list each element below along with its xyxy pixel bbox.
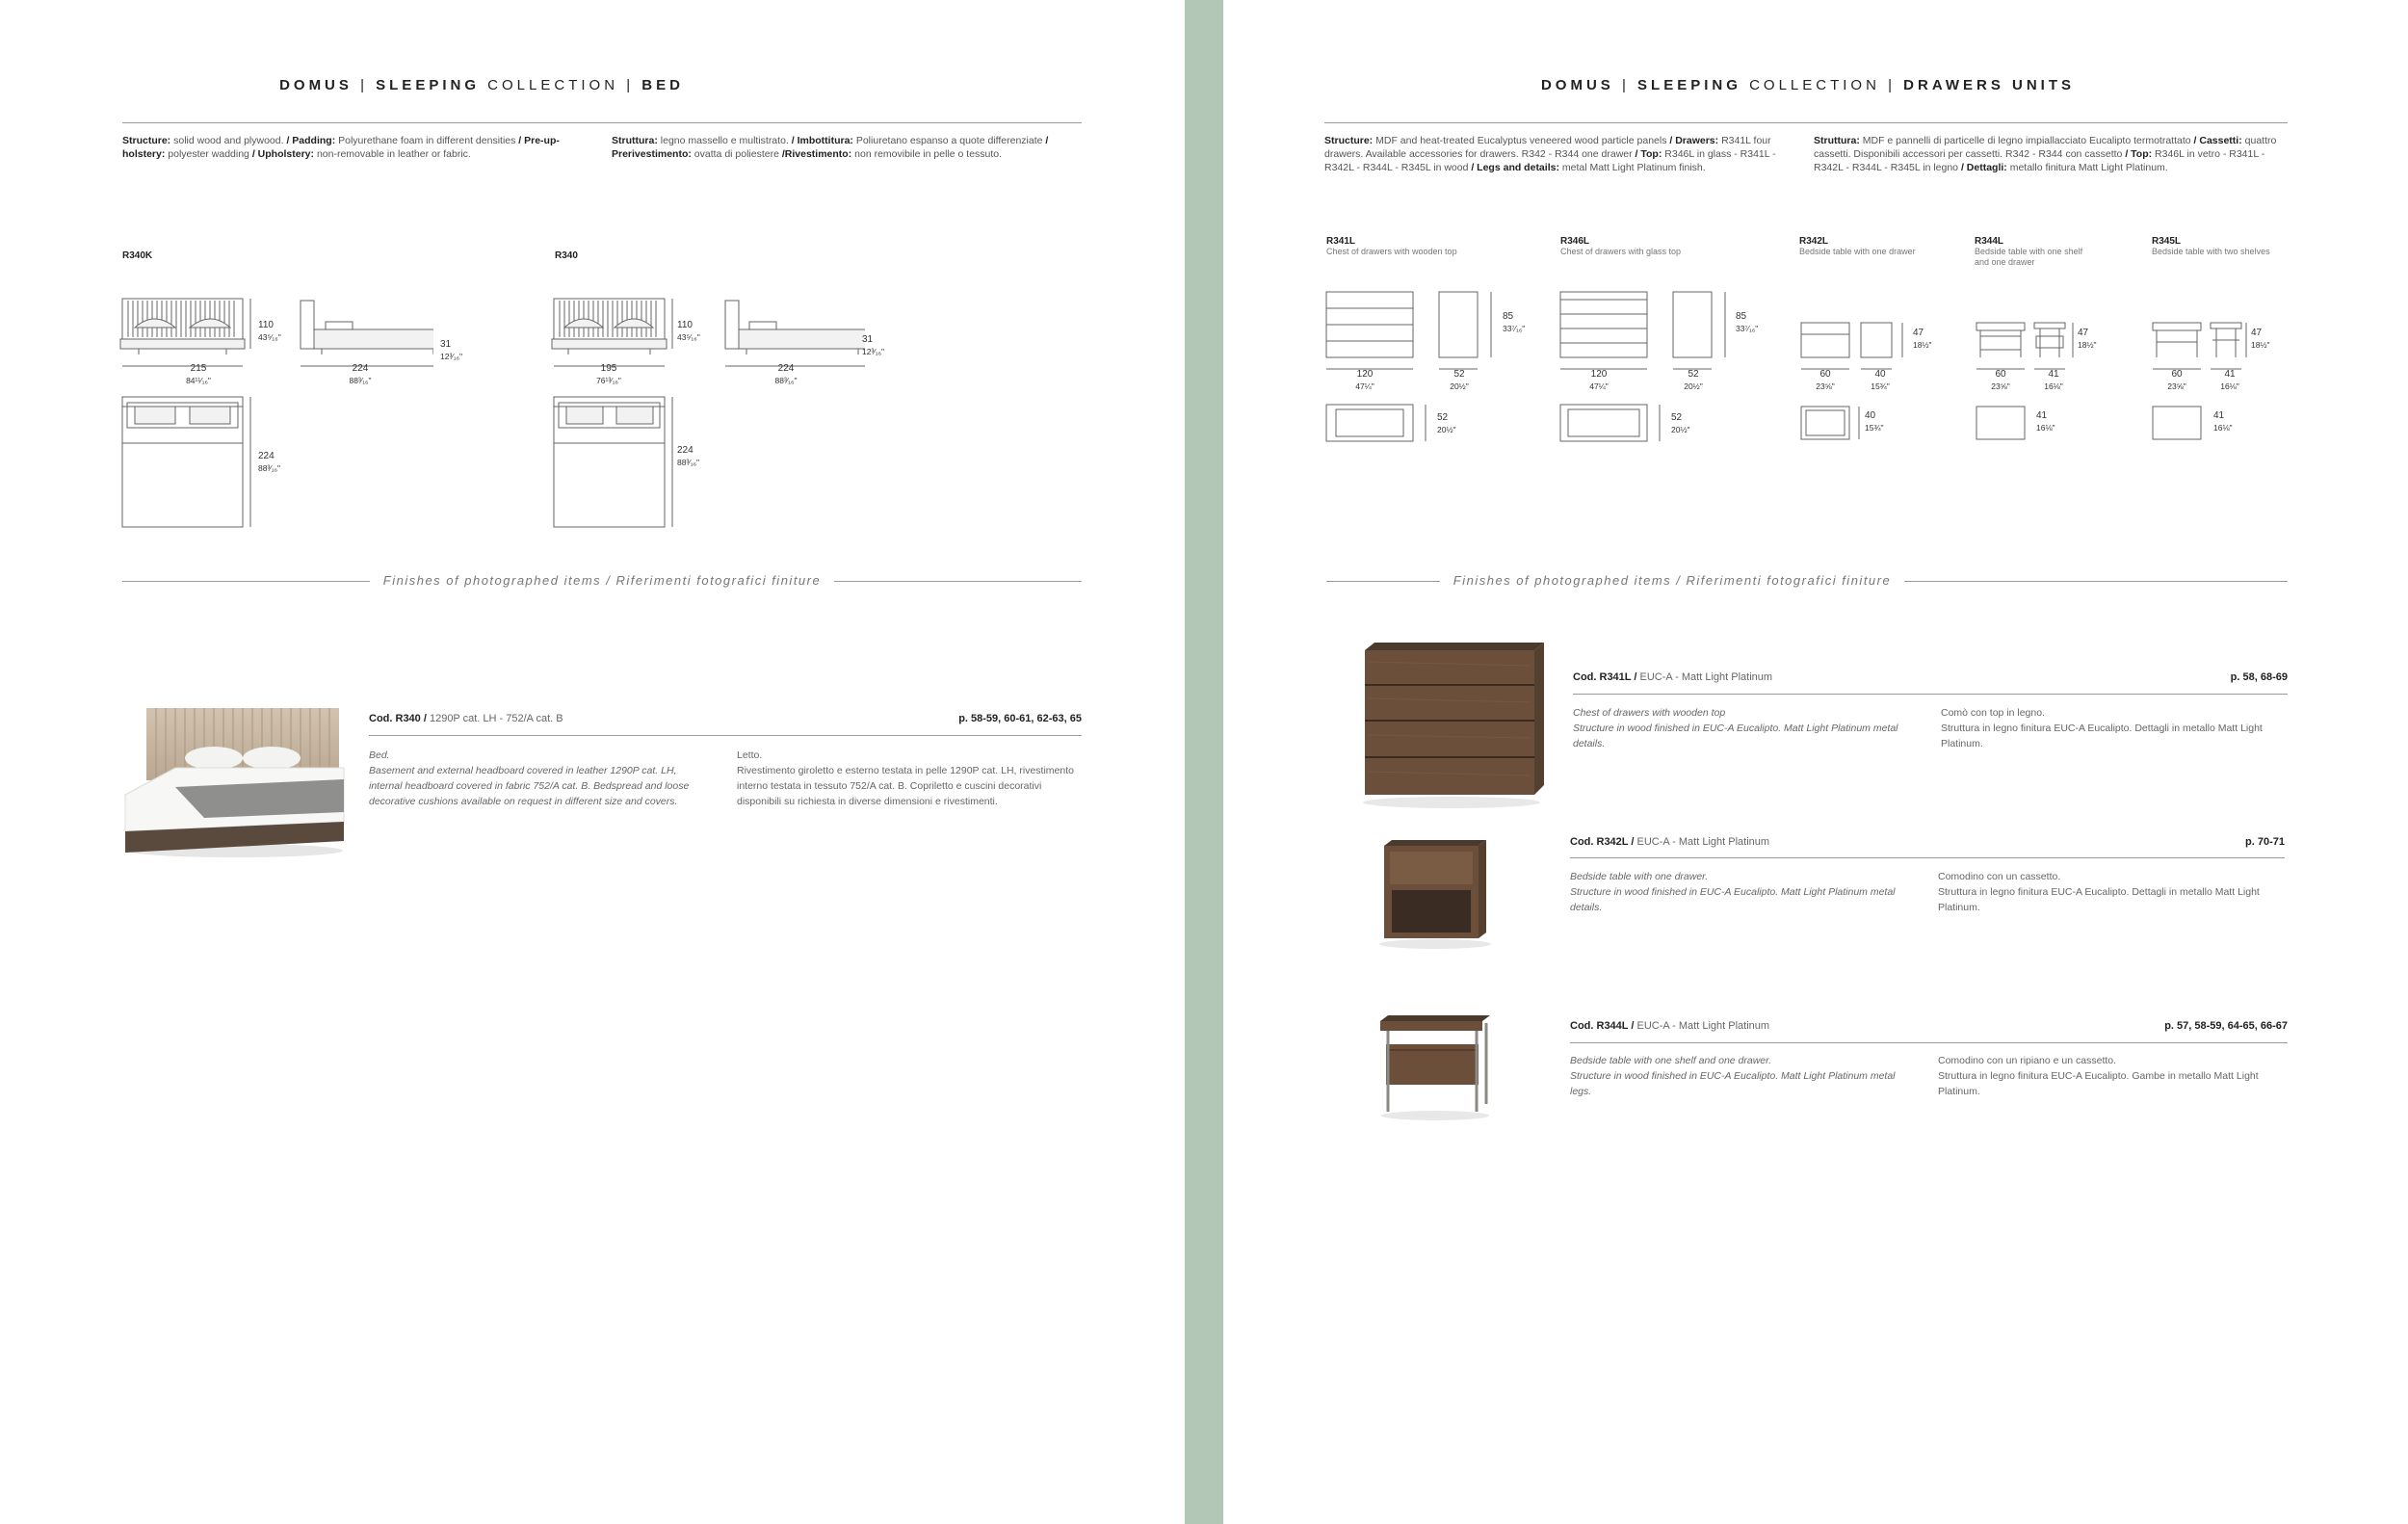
item-r345l-header: R345L Bedside table with two shelves [2152, 236, 2270, 256]
dim-depth: 224 88³⁄₁₆" [774, 363, 798, 385]
bed-drawing-r340 [547, 289, 865, 530]
product-pages: p. 70-71 [2245, 836, 2285, 848]
dim-height: 85 33⁷⁄₁₆" [1736, 311, 1759, 333]
specs-english: Structure: solid wood and plywood. / Padding: Polyurethane foam in different densities / Pre-up-holstery: polyester wadding / Upholstery: non-removable in leather or fabric. [122, 135, 560, 160]
dim-plan-depth: 41 16⅛" [2036, 410, 2055, 433]
dim-width: 60 23⅝" [1816, 369, 1835, 391]
dim-depth: 52 20½" [1684, 369, 1703, 391]
r341l-product-image [1355, 641, 1548, 809]
page-title-drawers: DOMUS | SLEEPING COLLECTION | DRAWERS UNITS [1540, 77, 2076, 93]
dim-side-height: 31 12³⁄₁₆" [440, 339, 463, 361]
dim-plan-depth: 224 88³⁄₁₆" [677, 445, 700, 467]
dim-plan-depth: 41 16⅛" [2213, 410, 2233, 433]
product-code: Cod. R340 / 1290P cat. LH - 752/A cat. B [369, 713, 563, 724]
right-page [1223, 0, 2408, 1524]
r342l-product-image [1373, 836, 1498, 952]
header-rule [122, 122, 1082, 123]
dim-depth: 52 20½" [1450, 369, 1469, 391]
dim-plan-depth: 224 88³⁄₁₆" [258, 451, 281, 473]
product-description-it: Comodino con un ripiano e un cassetto. Struttura in legno finitura EUC-A Eucalipto. Gambe in metallo Matt Light Platinum. [1938, 1055, 2259, 1097]
product-rule [1570, 857, 2285, 858]
dim-width: 120 47¼" [1589, 369, 1609, 391]
dim-width: 60 23⅝" [1991, 369, 2010, 391]
finishes-heading: Finishes of photographed items / Riferimenti fotografici finiture [1440, 573, 1904, 588]
product-pages: p. 57, 58-59, 64-65, 66-67 [2164, 1020, 2288, 1032]
specs-english: Structure: MDF and heat-treated Eucalyptus veneered wood particle panels / Drawers: R341L four drawers. Available accessories for drawers. R342 - R344 one drawer / Top: R346L in glass - R341L - R342L - R344L - R345L in wood / Legs and details: metal Matt Light Platinum finish. [1324, 135, 1776, 173]
product-description-en: Chest of drawers with wooden top Structure in wood finished in EUC-A Eucalipto. Matt Light Platinum metal details. [1573, 707, 1898, 749]
headboard-stripes [128, 301, 234, 337]
product-pages: p. 58, 68-69 [2230, 671, 2288, 683]
dim-depth: 41 16⅛" [2220, 369, 2239, 391]
dim-width: 215 84¹¹⁄₁₆" [186, 363, 211, 385]
dim-width: 120 47¼" [1355, 369, 1374, 391]
specs-italian: Struttura: legno massello e multistrato. / Imbottitura: Poliuretano espanso a quote differenziate / Prerivestimento: ovatta di poliestere /Rivestimento: non removibile in pelle o tessuto. [612, 135, 1049, 160]
finishes-heading: Finishes of photographed items / Riferimenti fotografici finiture [370, 573, 834, 588]
finishes-heading-wrap [1326, 572, 2018, 590]
product-description-en: Bed. Basement and external headboard covered in leather 1290P cat. LH, internal headboard covered in fabric 752/A cat. B. Bedspread and loose decorative cushions available on request in different size and covers. [369, 749, 690, 807]
product-rule [1570, 1042, 2288, 1043]
product-description-en: Bedside table with one drawer. Structure in wood finished in EUC-A Eucalipto. Matt Light Platinum metal details. [1570, 871, 1896, 913]
product-description-en: Bedside table with one shelf and one drawer. Structure in wood finished in EUC-A Eucalipto. Matt Light Platinum metal legs. [1570, 1055, 1896, 1097]
dim-width: 60 23⅝" [2167, 369, 2186, 391]
r344l-product-image [1373, 1012, 1498, 1122]
dim-height: 47 18½" [2078, 328, 2097, 350]
item-r342l-header: R342L Bedside table with one drawer [1799, 236, 1916, 256]
product-rule [369, 735, 1082, 736]
header-rule [1324, 122, 2288, 123]
item-r341l-header: R341L Chest of drawers with wooden top [1326, 236, 1457, 256]
product-code: Cod. R344L / EUC-A - Matt Light Platinum [1570, 1020, 1770, 1032]
dim-width: 195 76¹³⁄₁₆" [596, 363, 621, 385]
dim-plan-depth: 40 15¾" [1865, 410, 1884, 433]
bed-product-image [118, 698, 349, 862]
product-description-it: Comò con top in legno. Struttura in legno finitura EUC-A Eucalipto. Dettagli in metallo Matt Light Platinum. [1941, 707, 2263, 749]
dim-plan-depth: 52 20½" [1437, 412, 1456, 434]
dim-height: 85 33⁷⁄₁₆" [1503, 311, 1526, 333]
model-code: R340 [555, 250, 578, 261]
dim-height: 47 18½" [2251, 328, 2270, 350]
product-description-it: Letto. Rivestimento giroletto e esterno testata in pelle 1290P cat. LH, rivestimento interno testata in tessuto 752/A cat. B. Copriletto e cuscini decorativi disponibili su richiesta in diverse dimensioni e rivestimenti. [737, 749, 1074, 807]
headboard-stripes [560, 301, 656, 337]
page-spine [1185, 0, 1223, 1524]
model-code: R340K [122, 250, 153, 261]
dim-height: 110 43⁵⁄₁₆" [258, 320, 281, 342]
dim-plan-depth: 52 20½" [1671, 412, 1690, 434]
product-description-it: Comodino con un cassetto. Struttura in legno finitura EUC-A Eucalipto. Dettagli in metallo Matt Light Platinum. [1938, 871, 2260, 913]
item-r346l-header: R346L Chest of drawers with glass top [1560, 236, 1682, 256]
dim-depth: 224 88³⁄₁₆" [349, 363, 372, 385]
dim-side-height: 31 12³⁄₁₆" [862, 334, 885, 356]
dim-height: 110 43⁵⁄₁₆" [677, 320, 700, 342]
item-r344l-header: R344L Bedside table with one shelf and one drawer [1975, 236, 2083, 267]
left-page [0, 0, 1185, 1524]
dim-depth: 40 15¾" [1871, 369, 1890, 391]
product-rule [1573, 694, 2288, 695]
product-code: Cod. R342L / EUC-A - Matt Light Platinum [1570, 836, 1770, 848]
finishes-heading-wrap [122, 572, 1082, 590]
specs-italian: Struttura: MDF e pannelli di particelle di legno impiallacciato Eucalipto termotrattato / Cassetti: quattro cassetti. Disponibili accessori per cassetti. R342 - R344 con cassetto / Top: R346L in vetro - R341L - R342L - R344L - R345L in legno / Dettagli: metallo finitura Matt Light Platinum. [1814, 135, 2277, 173]
product-code: Cod. R341L / EUC-A - Matt Light Platinum [1573, 671, 1773, 683]
dim-height: 47 18½" [1913, 328, 1932, 350]
dim-depth: 41 16⅛" [2044, 369, 2063, 391]
product-pages: p. 58-59, 60-61, 62-63, 65 [958, 713, 1082, 724]
page-title-bed: DOMUS | SLEEPING COLLECTION | BED [279, 77, 684, 93]
